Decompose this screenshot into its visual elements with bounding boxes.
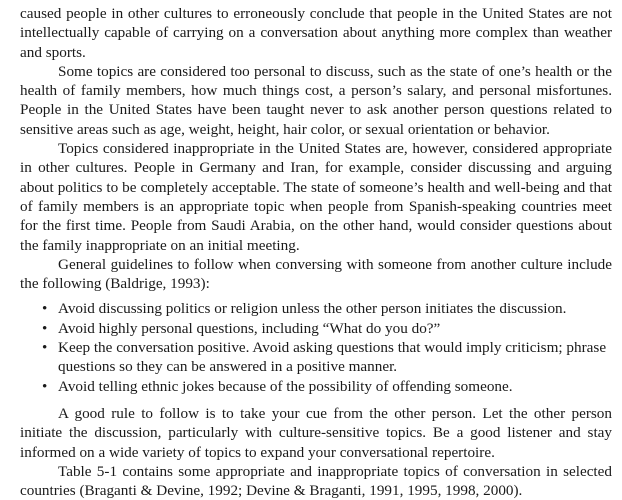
list-item [42, 319, 612, 338]
bullet-icon: • [42, 300, 48, 318]
paragraph-guidelines-intro: General guidelines to follow when conversing with someone from another culture include the following (Baldrige, 1993): [20, 255, 612, 293]
list-item-text: Avoid discussing politics or religion unless the other person initiates the discussion. [58, 300, 567, 318]
paragraph-good-rule: A good rule to follow is to take your cue from the other person. Let the other person initiate the discussion, particularly with culture-sensitive topics. Be a good listener and stay informed on a wide variety of topics to expand your conversational repertoire. [20, 404, 612, 461]
bullet-icon: • [42, 377, 48, 395]
guidelines-list [20, 299, 612, 395]
bullet-icon: • [42, 319, 48, 337]
paragraph-table-reference: Table 5-1 contains some appropriate and inappropriate topics of conversation in selected countries (Braganti & Devine, 1992; Devine & Braganti, 1991, 1995, 1998, 2000). [20, 462, 612, 500]
bullet-icon: • [42, 339, 48, 357]
list-item-text: Avoid highly personal questions, including “What do you do?” [58, 319, 441, 337]
list-item-text: Avoid telling ethnic jokes because of the possibility of offending someone. [58, 377, 513, 395]
list-item [42, 377, 612, 396]
paragraph-continuation: caused people in other cultures to erroneously conclude that people in the United States are not intellectually capable of carrying on a conversation about anything more complex than weather and sports. [20, 5, 612, 61]
paragraph-cultural-differences: Topics considered inappropriate in the United States are, however, considered appropriate in other cultures. People in Germany and Iran, for example, consider discussing and arguing about politics to be completely acceptable. The state of someone’s health and well-being and that of family members is an appropriate topic when people from Spanish-speaking countries meet for the first time. People from Saudi Arabia, on the other hand, would consider questions about the family inappropriate on an initial meeting. [20, 140, 612, 254]
paragraph-personal-topics: Some topics are considered too personal to discuss, such as the state of one’s health or the health of family members, how much things cost, a person’s salary, and personal misfortunes. People in the United States have been taught never to ask another person questions related to sensitive areas such as age, weight, height, hair color, or sexual orientation or behavior. [20, 62, 612, 138]
list-item [42, 299, 612, 318]
list-item [42, 338, 612, 377]
list-item-text: Keep the conversation positive. Avoid asking questions that would imply criticism; phrase questions so they can be answered in a positive manner. [58, 339, 607, 376]
